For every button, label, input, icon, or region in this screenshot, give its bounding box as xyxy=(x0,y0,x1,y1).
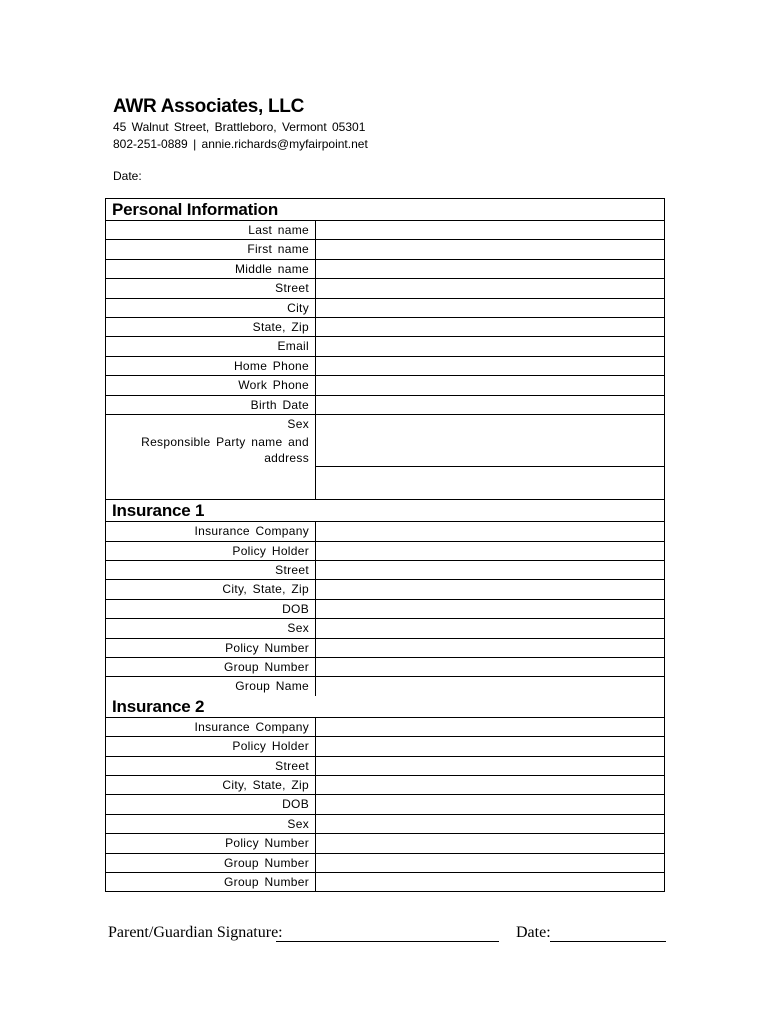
insurance-1-row xyxy=(106,658,664,677)
personal-field-input[interactable] xyxy=(316,337,664,355)
letterhead xyxy=(113,96,368,183)
insurance-2-row xyxy=(106,854,664,873)
personal-field-label: First name xyxy=(106,240,316,258)
insurance-2-field-label: DOB xyxy=(106,795,316,813)
insurance-2-row xyxy=(106,795,664,814)
signature-label: Parent/Guardian Signature: xyxy=(108,924,283,941)
signature-line[interactable] xyxy=(276,941,499,942)
signature-date-label: Date: xyxy=(516,924,551,941)
signature-date-line[interactable] xyxy=(550,941,666,942)
personal-field-label: Work Phone xyxy=(106,376,316,394)
insurance-2-field-label: Insurance Company xyxy=(106,718,316,736)
insurance-2-field-input[interactable] xyxy=(316,757,664,775)
insurance-1-field-label: Sex xyxy=(106,619,316,637)
insurance-2-field-input[interactable] xyxy=(316,776,664,794)
personal-row xyxy=(106,279,664,298)
personal-row xyxy=(106,318,664,337)
responsible-party-field[interactable] xyxy=(316,433,664,499)
personal-field-input[interactable] xyxy=(316,396,664,414)
personal-field-input[interactable] xyxy=(316,318,664,336)
insurance-2-field-label: Policy Number xyxy=(106,834,316,852)
insurance-1-field-label: DOB xyxy=(106,600,316,618)
insurance-1-row xyxy=(106,580,664,599)
insurance-1-field-input[interactable] xyxy=(316,658,664,676)
personal-field-label: Street xyxy=(106,279,316,297)
personal-field-label: Last name xyxy=(106,221,316,239)
insurance-2-field-label: Sex xyxy=(106,815,316,833)
insurance-1-row xyxy=(106,561,664,580)
personal-field-label: Email xyxy=(106,337,316,355)
personal-field-input[interactable] xyxy=(316,279,664,297)
personal-row xyxy=(106,299,664,318)
insurance-2-row xyxy=(106,834,664,853)
personal-field-label: Birth Date xyxy=(106,396,316,414)
insurance-1-row xyxy=(106,639,664,658)
personal-field-input[interactable] xyxy=(316,299,664,317)
insurance-1-row xyxy=(106,619,664,638)
personal-field-label: Middle name xyxy=(106,260,316,278)
insurance-1-field-label: Street xyxy=(106,561,316,579)
insurance-2-field-label: Group Number xyxy=(106,873,316,891)
insurance-2-row xyxy=(106,757,664,776)
personal-row xyxy=(106,240,664,259)
personal-row xyxy=(106,396,664,415)
insurance-1-field-input[interactable] xyxy=(316,542,664,560)
insurance-1-field-label: Insurance Company xyxy=(106,522,316,540)
insurance-1-field-label: Group Name xyxy=(106,677,316,695)
intake-form-table xyxy=(105,198,665,892)
insurance-1-field-label: Group Number xyxy=(106,658,316,676)
insurance-1-row xyxy=(106,600,664,619)
insurance-1-field-label: Policy Holder xyxy=(106,542,316,560)
responsible-party-name-field[interactable] xyxy=(316,433,664,467)
insurance-1-field-input[interactable] xyxy=(316,522,664,540)
insurance-1-row xyxy=(106,677,664,695)
personal-field-label: Home Phone xyxy=(106,357,316,375)
insurance-2-field-input[interactable] xyxy=(316,834,664,852)
insurance-1-field-input[interactable] xyxy=(316,600,664,618)
personal-field-input[interactable] xyxy=(316,260,664,278)
personal-field-input[interactable] xyxy=(316,415,664,433)
insurance-2-field-label: Policy Holder xyxy=(106,737,316,755)
insurance-2-field-input[interactable] xyxy=(316,873,664,891)
insurance-1-field-input[interactable] xyxy=(316,561,664,579)
personal-row xyxy=(106,260,664,279)
company-address: 45 Walnut Street, Brattleboro, Vermont 05301 xyxy=(113,120,366,134)
insurance-2-row xyxy=(106,718,664,737)
insurance-1-field-input[interactable] xyxy=(316,619,664,637)
personal-field-label: State, Zip xyxy=(106,318,316,336)
personal-field-label: City xyxy=(106,299,316,317)
insurance-1-row xyxy=(106,542,664,561)
responsible-party-row xyxy=(106,433,664,500)
insurance-2-heading: Insurance 2 xyxy=(106,696,664,718)
insurance-2-field-input[interactable] xyxy=(316,815,664,833)
insurance-2-row xyxy=(106,873,664,891)
personal-row xyxy=(106,376,664,395)
insurance-1-field-label: City, State, Zip xyxy=(106,580,316,598)
personal-field-input[interactable] xyxy=(316,221,664,239)
responsible-party-address-field[interactable] xyxy=(316,467,664,500)
insurance-2-field-input[interactable] xyxy=(316,795,664,813)
company-name: AWR Associates, LLC xyxy=(113,96,305,117)
insurance-1-field-input[interactable] xyxy=(316,580,664,598)
personal-field-input[interactable] xyxy=(316,240,664,258)
insurance-1-field-input[interactable] xyxy=(316,677,664,695)
insurance-2-field-input[interactable] xyxy=(316,854,664,872)
insurance-2-field-input[interactable] xyxy=(316,718,664,736)
insurance-2-field-label: Group Number xyxy=(106,854,316,872)
responsible-party-label: Responsible Party name and address xyxy=(106,433,316,499)
insurance-2-row xyxy=(106,815,664,834)
date-label: Date: xyxy=(113,169,142,183)
insurance-1-field-input[interactable] xyxy=(316,639,664,657)
company-contact: 802-251-0889 | annie.richards@myfairpoint.net xyxy=(113,137,368,151)
personal-row xyxy=(106,415,664,433)
personal-row xyxy=(106,221,664,240)
personal-field-label: Sex xyxy=(106,415,316,433)
insurance-2-field-label: City, State, Zip xyxy=(106,776,316,794)
insurance-2-row xyxy=(106,737,664,756)
personal-field-input[interactable] xyxy=(316,357,664,375)
insurance-2-field-label: Street xyxy=(106,757,316,775)
personal-row xyxy=(106,337,664,356)
insurance-2-row xyxy=(106,776,664,795)
personal-row xyxy=(106,357,664,376)
insurance-1-row xyxy=(106,522,664,541)
personal-field-input[interactable] xyxy=(316,376,664,394)
insurance-1-heading: Insurance 1 xyxy=(106,500,664,522)
insurance-1-field-label: Policy Number xyxy=(106,639,316,657)
insurance-2-field-input[interactable] xyxy=(316,737,664,755)
personal-information-heading: Personal Information xyxy=(106,199,664,221)
